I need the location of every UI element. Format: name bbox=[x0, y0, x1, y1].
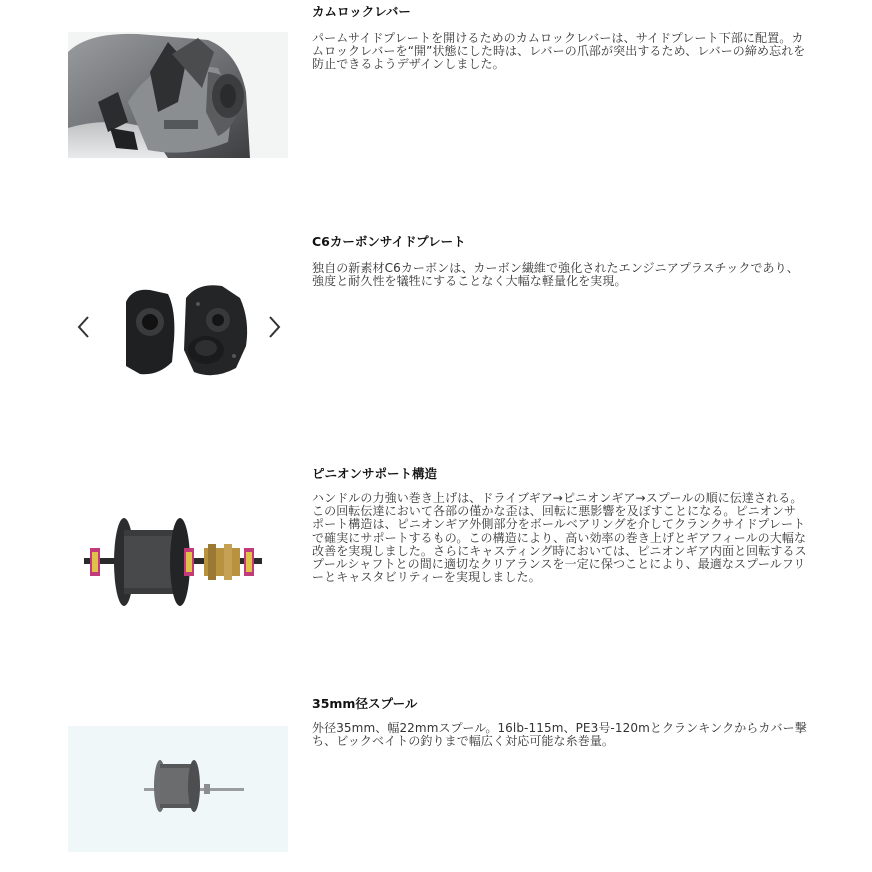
feature-title: C6カーボンサイドプレート bbox=[312, 234, 466, 249]
feature-title: 35mm径スプール bbox=[312, 696, 418, 711]
spool-pinion-assembly-icon bbox=[84, 514, 264, 610]
spool-pinion-assembly-image bbox=[84, 514, 264, 610]
feature-title: カムロックレバー bbox=[312, 4, 411, 19]
feature-description: 独自の新素材C6カーボンは、カーボン繊維で強化されたエンジニアプラスチックであり、強度と耐久性を犠牲にすることなく大幅な軽量化を実現。 bbox=[312, 261, 799, 289]
carousel-prev-button[interactable] bbox=[74, 314, 94, 340]
spool-35mm-image bbox=[68, 726, 288, 852]
chevron-right-icon[interactable] bbox=[264, 314, 284, 340]
carousel-next-button[interactable] bbox=[264, 314, 284, 340]
feature-description: ハンドルの力強い巻き上げは、ドライブギア→ピニオンギア→スプールの順に伝達される。この回転伝達において各部の僅かな歪は、回転に悪影響を及ぼすことになる。ピニオンサポート構造は、ピニオンギア外側部分をボールベアリングを介してクランクサイドプレートで確実にサポートするもの。この構造により、高い効率の巻き上げとギアフィールの大幅な改善を実現しました。さらにキャスティング時においては、ピニオンギア内面と回転するスプールシャフトとの間に適切なクリアランスを一定に保つことにより、最適なスプールフリーとキャスタビリティーを実現しました。 bbox=[312, 491, 807, 585]
spool-35mm-icon bbox=[68, 726, 288, 852]
carbon-side-plates-image bbox=[118, 280, 258, 380]
feature-description: 外径35mm、幅22mmスプール。16lb-115m、PE3号-120mとクランキンクからカバー撃ち、ビックベイトの釣りまで幅広く対応可能な糸巻量。 bbox=[312, 721, 807, 749]
chevron-left-icon[interactable] bbox=[74, 314, 94, 340]
carbon-side-plates-icon bbox=[118, 280, 258, 380]
feature-description: パームサイドプレートを開けるためのカムロックレバーは、サイドプレート下部に配置。カムロックレバーを“開”状態にした時は、レバーの爪部が突出するため、レバーの締め忘れを防止できるようデザインしました。 bbox=[312, 31, 806, 72]
cam-lock-lever-image bbox=[68, 32, 288, 158]
feature-title: ピニオンサポート構造 bbox=[312, 466, 438, 481]
reel-sideplate-closeup-icon bbox=[68, 32, 288, 158]
